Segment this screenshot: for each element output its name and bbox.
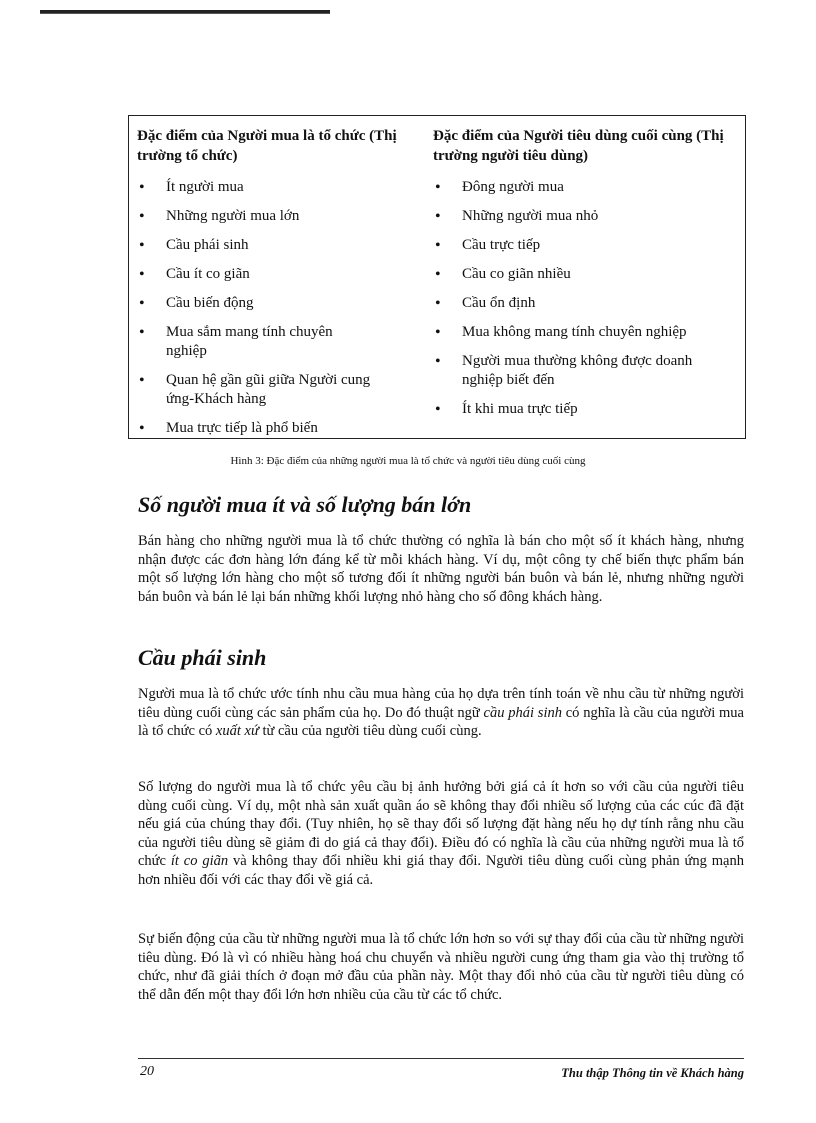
text-run: từ cầu của người tiêu dùng cuối cùng. — [258, 723, 482, 739]
section-heading-few-buyers: Số người mua ít và số lượng bán lớn — [138, 492, 472, 517]
italic-term: cầu phái sinh — [483, 704, 562, 721]
italic-term: ít co giãn — [170, 853, 229, 869]
list-item: • Mua sắm mang tính chuyên nghiệp — [137, 323, 376, 361]
italic-term: xuất xứ — [215, 723, 259, 739]
text-run: và không thay đổi nhiều khi giá thay đổi. Người tiêu dùng cuối cùng phản ứng mạnh hơn nhiều đối với các thay đổi về giá cả. — [138, 853, 744, 888]
list-item: • Cầu phái sinh — [137, 236, 427, 255]
list-item: • Đông người mua — [433, 178, 739, 197]
list-item: • Những người mua lớn — [137, 207, 427, 226]
section-heading-derived-demand: Cầu phái sinh — [138, 645, 267, 670]
text-run: có nghĩa là cầu của người mua là tổ chức có — [138, 704, 744, 739]
list-item: • Những người mua nhỏ — [433, 207, 739, 226]
top-rule-thin — [40, 13, 330, 14]
list-item: • Cầu co giãn nhiều — [433, 265, 739, 284]
text-run: Người mua là tổ chức ước tính nhu cầu mua hàng của họ dựa trên tính toán về nhu cầu từ những người tiêu dùng cuối cùng các sản phẩm của họ. Do đó thuật ngữ — [138, 686, 744, 721]
consumer-column — [433, 126, 739, 429]
paragraph — [138, 778, 744, 889]
right-column-heading: Đặc điểm của Người tiêu dùng cuối cùng (Thị trường người tiêu dùng) — [433, 128, 724, 164]
list-item: • Người mua thường không được doanh nghiệp biết đến — [433, 352, 734, 390]
footer-title: Thu thập Thông tin về Khách hàng — [561, 1066, 744, 1080]
right-items-list — [433, 178, 739, 419]
list-item: • Mua trực tiếp là phổ biến — [137, 419, 427, 438]
list-item: • Cầu biến động — [137, 294, 427, 313]
text-run: Số lượng do người mua là tổ chức yêu cầu bị ảnh hưởng bởi giá cả ít hơn so với cầu của người tiêu dùng cuối cùng. Ví dụ, một nhà sản xuất quần áo sẽ không thay đổi nhiều số lượng của các cúc đã đặt nếu giá của chúng thay đổi. (Tuy nhiên, họ sẽ thay đổi số lượng đặt hàng nếu họ dự tính rằng nhu cầu của người tiêu dùng sẽ giảm đi do giá cả thay đổi). Điều đó có nghĩa là cầu của những người mua là tổ chức — [138, 779, 744, 869]
comparison-table — [128, 115, 746, 439]
list-item: • Mua không mang tính chuyên nghiệp — [433, 323, 739, 342]
paragraph — [138, 685, 744, 741]
organizational-buyer-column — [137, 126, 427, 448]
list-item: • Ít người mua — [137, 178, 427, 197]
list-item: • Cầu ít co giãn — [137, 265, 427, 284]
list-item: • Cầu trực tiếp — [433, 236, 739, 255]
list-item: • Cầu ổn định — [433, 294, 739, 313]
figure-caption: Hình 3: Đặc điểm của những người mua là tổ chức và người tiêu dùng cuối cùng — [230, 455, 586, 467]
left-column-heading: Đặc điểm của Người mua là tổ chức (Thị trường tổ chức) — [137, 128, 397, 164]
paragraph: Sự biến động của cầu từ những người mua là tổ chức lớn hơn so với sự thay đổi của cầu từ những người tiêu dùng. Đó là vì có nhiều hàng hoá chu chuyển và nhiều người cung ứng tham gia vào thị trường tổ chức, như đã giải thích ở đoạn mở đầu của phần này. Một thay đổi nhỏ của cầu từ người tiêu dùng có thể dẫn đến một thay đổi lớn hơn nhiều của cầu từ các tổ chức. — [138, 931, 744, 1003]
footer-rule — [138, 1058, 744, 1059]
list-item: • Ít khi mua trực tiếp — [433, 400, 739, 419]
paragraph: Bán hàng cho những người mua là tổ chức thường có nghĩa là bán cho một số ít khách hàng, nhưng nhận được các đơn hàng lớn đáng kể từ mỗi khách hàng. Ví dụ, một công ty chế biến thực phẩm bán một số lượng lớn hàng cho một số tương đối ít những người bán buôn và bán lẻ, nhưng những người bán buôn và bán lẻ lại bán những khối lượng nhỏ hàng cho số đông khách hàng. — [138, 533, 744, 605]
page-number: 20 — [140, 1064, 154, 1079]
list-item: • Quan hệ gần gũi giữa Người cung ứng-Khách hàng — [137, 371, 398, 409]
left-items-list — [137, 178, 427, 438]
